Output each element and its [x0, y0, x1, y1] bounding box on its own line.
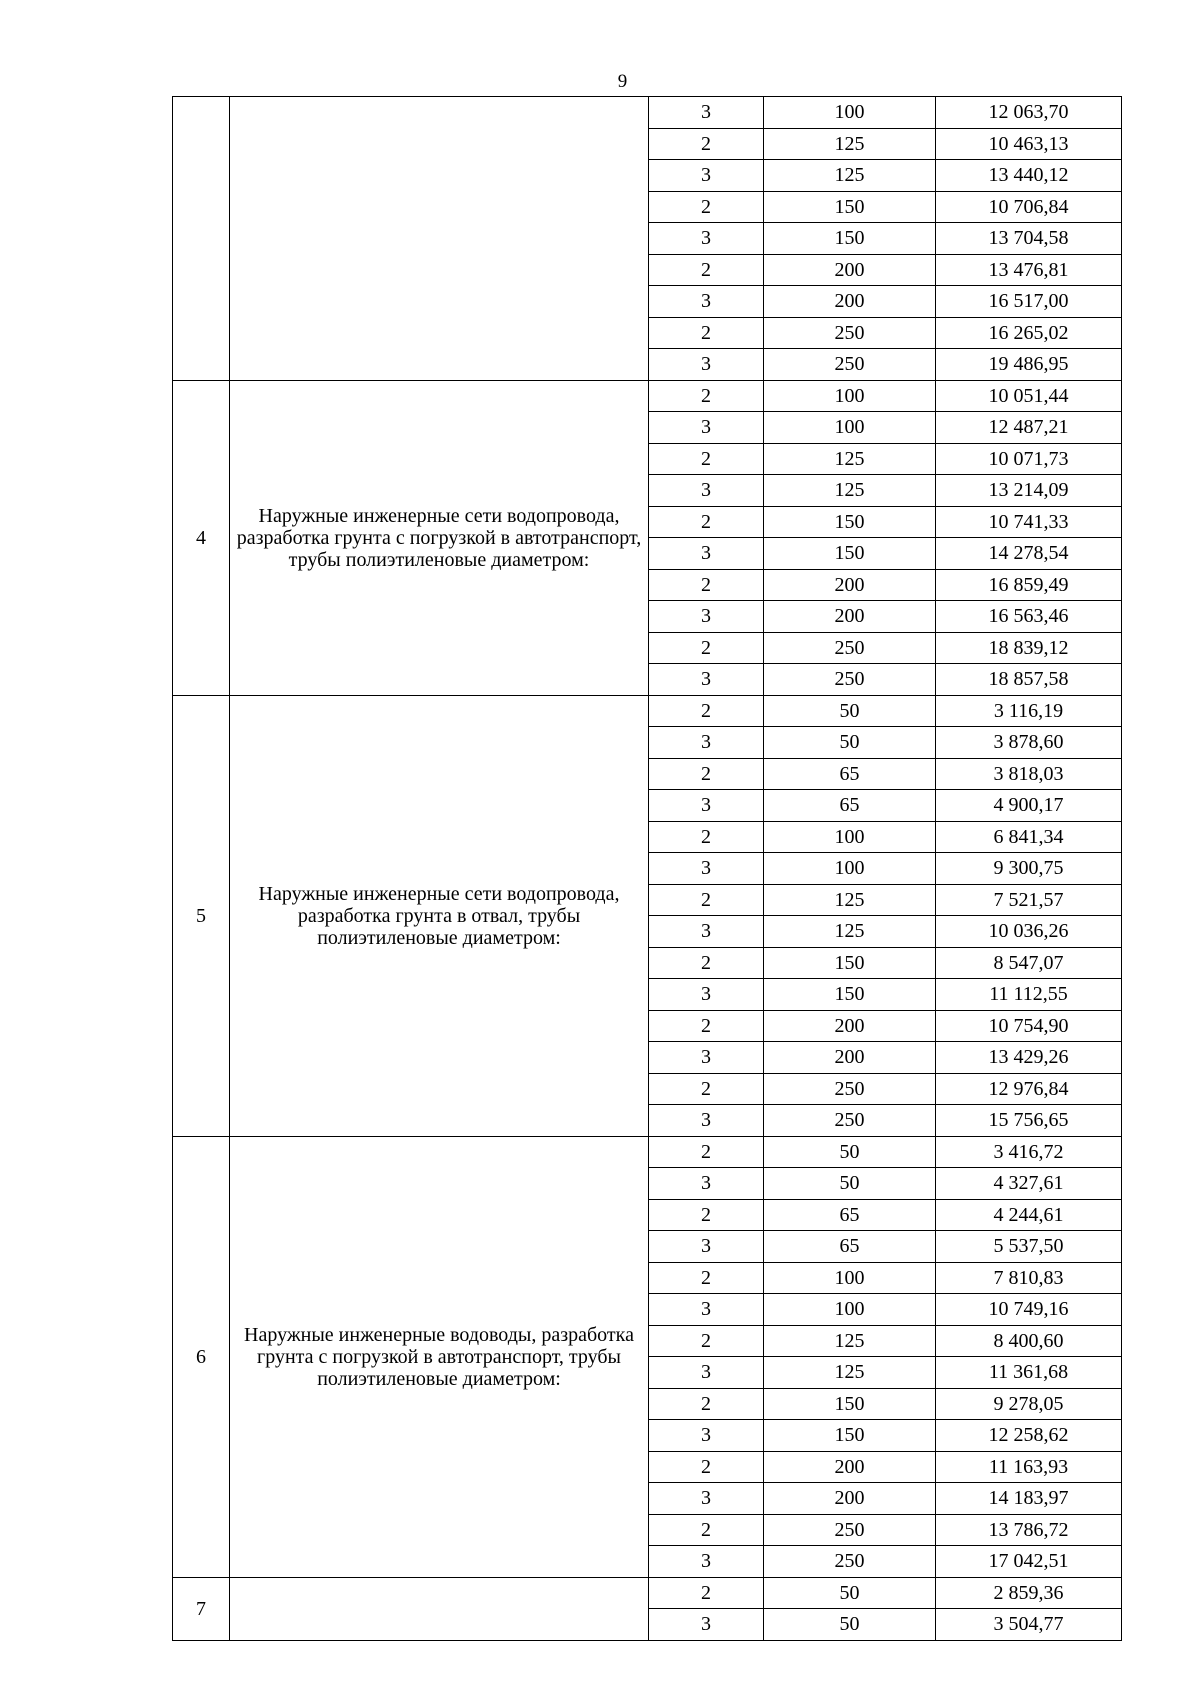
category-cell: 2 — [649, 821, 764, 853]
category-cell: 3 — [649, 475, 764, 507]
price-cell: 10 706,84 — [936, 191, 1122, 223]
price-cell: 12 258,62 — [936, 1420, 1122, 1452]
diameter-cell: 200 — [764, 601, 936, 633]
diameter-cell: 50 — [764, 727, 936, 759]
table-row — [173, 1136, 1122, 1168]
price-cell: 16 859,49 — [936, 569, 1122, 601]
diameter-cell: 65 — [764, 790, 936, 822]
price-cell: 11 163,93 — [936, 1451, 1122, 1483]
category-cell: 3 — [649, 727, 764, 759]
item-number — [173, 97, 230, 381]
category-cell: 3 — [649, 664, 764, 696]
table-body — [173, 97, 1122, 1641]
price-cell: 16 563,46 — [936, 601, 1122, 633]
diameter-cell: 50 — [764, 1136, 936, 1168]
price-cell: 8 547,07 — [936, 947, 1122, 979]
item-number: 6 — [173, 1136, 230, 1577]
diameter-cell: 150 — [764, 1420, 936, 1452]
category-cell: 2 — [649, 1514, 764, 1546]
category-cell: 3 — [649, 1168, 764, 1200]
category-cell: 3 — [649, 1609, 764, 1641]
price-cell: 13 214,09 — [936, 475, 1122, 507]
category-cell: 3 — [649, 979, 764, 1011]
table-row — [173, 380, 1122, 412]
price-cell: 2 859,36 — [936, 1577, 1122, 1609]
price-cell: 11 361,68 — [936, 1357, 1122, 1389]
diameter-cell: 125 — [764, 160, 936, 192]
diameter-cell: 250 — [764, 1073, 936, 1105]
category-cell: 3 — [649, 1357, 764, 1389]
price-cell: 12 976,84 — [936, 1073, 1122, 1105]
price-cell: 3 818,03 — [936, 758, 1122, 790]
price-cell: 12 063,70 — [936, 97, 1122, 129]
price-cell: 10 036,26 — [936, 916, 1122, 948]
page-number: 9 — [617, 71, 628, 92]
price-cell: 11 112,55 — [936, 979, 1122, 1011]
category-cell: 2 — [649, 1010, 764, 1042]
diameter-cell: 65 — [764, 1231, 936, 1263]
price-cell: 10 754,90 — [936, 1010, 1122, 1042]
category-cell: 2 — [649, 1199, 764, 1231]
price-cell: 16 265,02 — [936, 317, 1122, 349]
price-cell: 9 300,75 — [936, 853, 1122, 885]
diameter-cell: 125 — [764, 475, 936, 507]
diameter-cell: 150 — [764, 223, 936, 255]
price-cell: 3 504,77 — [936, 1609, 1122, 1641]
category-cell: 2 — [649, 254, 764, 286]
diameter-cell: 50 — [764, 695, 936, 727]
category-cell: 2 — [649, 1388, 764, 1420]
diameter-cell: 250 — [764, 664, 936, 696]
item-description: Наружные инженерные сети водопровода, разработка грунта в отвал, трубы полиэтиленовые диаметром: — [230, 695, 649, 1136]
category-cell: 3 — [649, 1105, 764, 1137]
category-cell: 2 — [649, 695, 764, 727]
diameter-cell: 150 — [764, 947, 936, 979]
category-cell: 2 — [649, 632, 764, 664]
price-cell: 15 756,65 — [936, 1105, 1122, 1137]
diameter-cell: 125 — [764, 884, 936, 916]
category-cell: 3 — [649, 1483, 764, 1515]
category-cell: 2 — [649, 884, 764, 916]
category-cell: 3 — [649, 1420, 764, 1452]
category-cell: 2 — [649, 569, 764, 601]
diameter-cell: 125 — [764, 1325, 936, 1357]
diameter-cell: 100 — [764, 821, 936, 853]
table-row — [173, 1577, 1122, 1609]
category-cell: 3 — [649, 1546, 764, 1578]
price-cell: 19 486,95 — [936, 349, 1122, 381]
category-cell: 3 — [649, 790, 764, 822]
category-cell: 3 — [649, 1042, 764, 1074]
diameter-cell: 100 — [764, 853, 936, 885]
category-cell: 2 — [649, 128, 764, 160]
category-cell: 2 — [649, 317, 764, 349]
diameter-cell: 200 — [764, 286, 936, 318]
diameter-cell: 100 — [764, 1262, 936, 1294]
category-cell: 2 — [649, 758, 764, 790]
diameter-cell: 250 — [764, 1514, 936, 1546]
price-cell: 14 183,97 — [936, 1483, 1122, 1515]
diameter-cell: 50 — [764, 1168, 936, 1200]
item-number: 7 — [173, 1577, 230, 1640]
diameter-cell: 200 — [764, 1483, 936, 1515]
price-cell: 13 704,58 — [936, 223, 1122, 255]
diameter-cell: 200 — [764, 569, 936, 601]
category-cell: 3 — [649, 1231, 764, 1263]
diameter-cell: 250 — [764, 349, 936, 381]
price-cell: 9 278,05 — [936, 1388, 1122, 1420]
price-cell: 3 878,60 — [936, 727, 1122, 759]
diameter-cell: 125 — [764, 1357, 936, 1389]
diameter-cell: 150 — [764, 191, 936, 223]
price-table — [172, 96, 1122, 1641]
diameter-cell: 250 — [764, 632, 936, 664]
category-cell: 2 — [649, 506, 764, 538]
item-number: 4 — [173, 380, 230, 695]
diameter-cell: 50 — [764, 1609, 936, 1641]
category-cell: 3 — [649, 1294, 764, 1326]
price-cell: 18 839,12 — [936, 632, 1122, 664]
category-cell: 2 — [649, 1451, 764, 1483]
price-cell: 3 416,72 — [936, 1136, 1122, 1168]
price-cell: 13 476,81 — [936, 254, 1122, 286]
category-cell: 3 — [649, 601, 764, 633]
category-cell: 2 — [649, 191, 764, 223]
price-cell: 13 440,12 — [936, 160, 1122, 192]
diameter-cell: 150 — [764, 979, 936, 1011]
diameter-cell: 125 — [764, 916, 936, 948]
price-cell: 7 810,83 — [936, 1262, 1122, 1294]
category-cell: 3 — [649, 349, 764, 381]
price-cell: 5 537,50 — [936, 1231, 1122, 1263]
item-description — [230, 1577, 649, 1640]
item-description: Наружные инженерные водоводы, разработка грунта с погрузкой в автотранспорт, трубы полиэтиленовые диаметром: — [230, 1136, 649, 1577]
table-row — [173, 695, 1122, 727]
category-cell: 2 — [649, 947, 764, 979]
price-cell: 12 487,21 — [936, 412, 1122, 444]
diameter-cell: 125 — [764, 128, 936, 160]
price-cell: 10 051,44 — [936, 380, 1122, 412]
category-cell: 3 — [649, 916, 764, 948]
category-cell: 2 — [649, 443, 764, 475]
category-cell: 2 — [649, 1577, 764, 1609]
diameter-cell: 200 — [764, 254, 936, 286]
item-description: Наружные инженерные сети водопровода, разработка грунта с погрузкой в автотранспорт, трубы полиэтиленовые диаметром: — [230, 380, 649, 695]
category-cell: 2 — [649, 1073, 764, 1105]
diameter-cell: 150 — [764, 506, 936, 538]
category-cell: 3 — [649, 412, 764, 444]
category-cell: 2 — [649, 1136, 764, 1168]
diameter-cell: 65 — [764, 758, 936, 790]
price-cell: 10 749,16 — [936, 1294, 1122, 1326]
price-cell: 4 900,17 — [936, 790, 1122, 822]
category-cell: 3 — [649, 223, 764, 255]
diameter-cell: 65 — [764, 1199, 936, 1231]
category-cell: 3 — [649, 853, 764, 885]
diameter-cell: 125 — [764, 443, 936, 475]
price-cell: 17 042,51 — [936, 1546, 1122, 1578]
diameter-cell: 100 — [764, 412, 936, 444]
price-cell: 8 400,60 — [936, 1325, 1122, 1357]
price-cell: 4 327,61 — [936, 1168, 1122, 1200]
diameter-cell: 100 — [764, 97, 936, 129]
price-cell: 6 841,34 — [936, 821, 1122, 853]
diameter-cell: 200 — [764, 1042, 936, 1074]
diameter-cell: 150 — [764, 538, 936, 570]
category-cell: 3 — [649, 286, 764, 318]
price-cell: 7 521,57 — [936, 884, 1122, 916]
category-cell: 2 — [649, 1262, 764, 1294]
diameter-cell: 100 — [764, 1294, 936, 1326]
price-cell: 10 741,33 — [936, 506, 1122, 538]
price-cell: 10 071,73 — [936, 443, 1122, 475]
price-cell: 14 278,54 — [936, 538, 1122, 570]
category-cell: 3 — [649, 538, 764, 570]
price-cell: 13 429,26 — [936, 1042, 1122, 1074]
diameter-cell: 100 — [764, 380, 936, 412]
price-cell: 3 116,19 — [936, 695, 1122, 727]
diameter-cell: 250 — [764, 317, 936, 349]
category-cell: 3 — [649, 160, 764, 192]
item-description — [230, 97, 649, 381]
diameter-cell: 50 — [764, 1577, 936, 1609]
price-cell: 18 857,58 — [936, 664, 1122, 696]
price-cell: 10 463,13 — [936, 128, 1122, 160]
diameter-cell: 250 — [764, 1546, 936, 1578]
diameter-cell: 250 — [764, 1105, 936, 1137]
category-cell: 2 — [649, 1325, 764, 1357]
diameter-cell: 200 — [764, 1010, 936, 1042]
price-cell: 16 517,00 — [936, 286, 1122, 318]
category-cell: 3 — [649, 97, 764, 129]
diameter-cell: 150 — [764, 1388, 936, 1420]
diameter-cell: 200 — [764, 1451, 936, 1483]
price-cell: 13 786,72 — [936, 1514, 1122, 1546]
price-cell: 4 244,61 — [936, 1199, 1122, 1231]
item-number: 5 — [173, 695, 230, 1136]
category-cell: 2 — [649, 380, 764, 412]
table-row — [173, 97, 1122, 129]
